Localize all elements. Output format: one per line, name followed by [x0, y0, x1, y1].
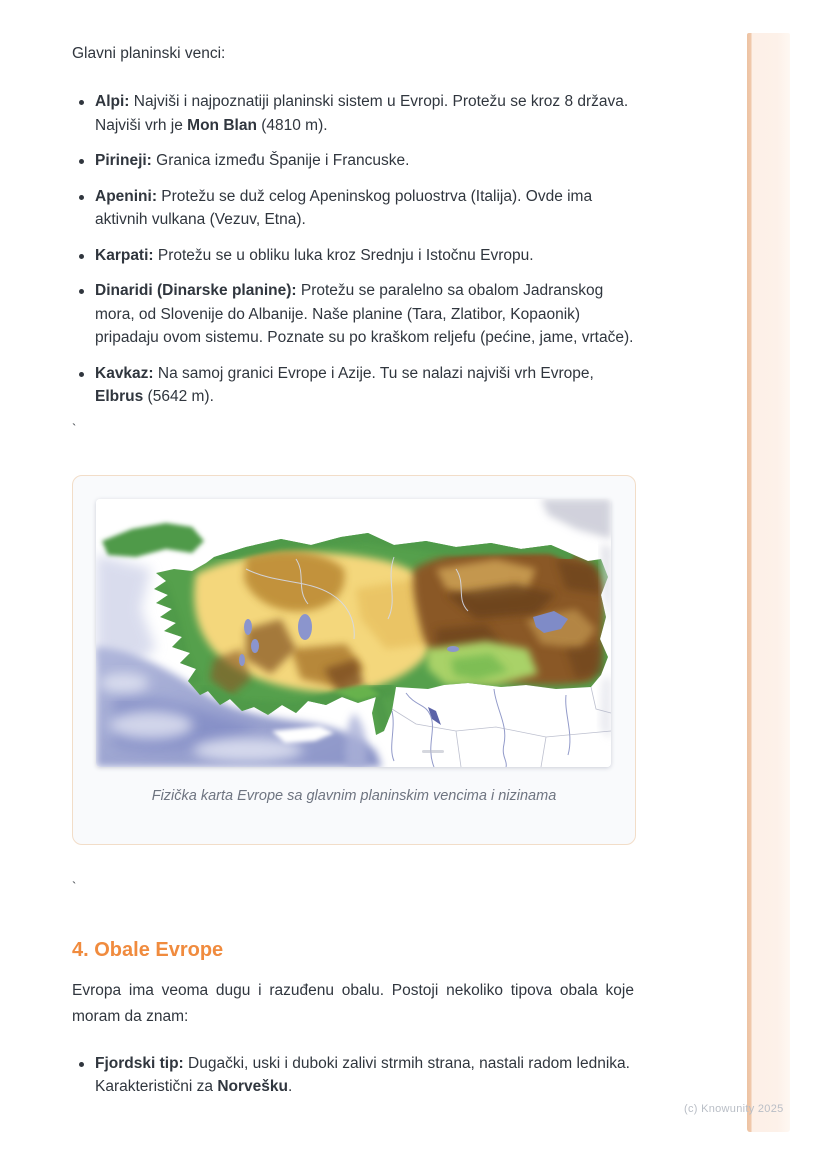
stray-backtick: ` [72, 420, 77, 436]
item-text: . [287, 1078, 293, 1095]
coast-list [72, 1052, 634, 1099]
intro-line: Glavni planinski venci: [72, 45, 226, 62]
document-page [72, 0, 634, 1111]
list-item [72, 90, 634, 137]
term-inline: Mon Blan [187, 116, 257, 134]
list-item [72, 185, 634, 232]
figure-caption: Fizička karta Evrope sa glavnim planinskim vencima i nizinama [151, 787, 557, 804]
item-text: Na samoj granici Evrope i Azije. Tu se nalazi najviši vrh Evrope, [153, 364, 594, 382]
term: Apenini: [95, 187, 157, 205]
list-item [72, 362, 634, 409]
mountain-list [72, 90, 634, 409]
item-text: Protežu se duž celog Apeninskog poluostrva (Italija). Ovde ima aktivnih vulkana (Vezuv, Etna). [95, 187, 593, 228]
copyright-watermark: (c) Knowunity 2025 [684, 1103, 784, 1115]
term: Alpi: [95, 93, 130, 110]
item-text: Protežu se u obliku luka kroz Srednju i Istočnu Evropu. [153, 246, 534, 264]
list-item [72, 149, 634, 173]
item-text: Dugački, uski i duboki zalivi strmih strana, nastali radom lednika. Karakteristični za [95, 1054, 630, 1095]
term: Pirineji: [95, 152, 152, 169]
term-inline: Norvešku [217, 1078, 288, 1095]
item-text: Protežu se paralelno sa obalom Jadranskog mora, od Slovenije do Albanije. Naše planine (Tara, Zlatibor, Kopaonik) pripadaju ovom sistemu. Poznate su po kraškom reljefu (pećine, jame, vrtače). [95, 282, 634, 346]
section-heading: 4. Obale Evrope [72, 938, 224, 961]
item-text: Najviši i najpoznatiji planinski sistem u Evropi. Protežu se kroz 8 država. Najviši vrh je [95, 93, 629, 134]
item-text: Granica između Španije i Francuske. [151, 152, 410, 169]
item-text: (5642 m). [143, 388, 214, 405]
list-item [72, 1052, 634, 1099]
figure-card [72, 475, 636, 845]
list-item [72, 244, 634, 268]
term: Karpati: [95, 246, 154, 264]
stray-backtick: ` [72, 878, 77, 894]
section-paragraph: Evropa ima veoma dugu i razuđenu obalu. Postoji nekoliko tipova obala koje moram da znam: [72, 981, 634, 1025]
term-inline: Elbrus [95, 388, 144, 405]
page-edge-stripe [747, 33, 790, 1132]
term: Fjordski tip: [95, 1054, 184, 1072]
item-text: (4810 m). [256, 116, 328, 134]
list-item [72, 279, 634, 350]
term: Kavkaz: [95, 364, 154, 382]
term: Dinaridi (Dinarske planine): [95, 282, 297, 299]
physical-map-image [96, 499, 611, 767]
